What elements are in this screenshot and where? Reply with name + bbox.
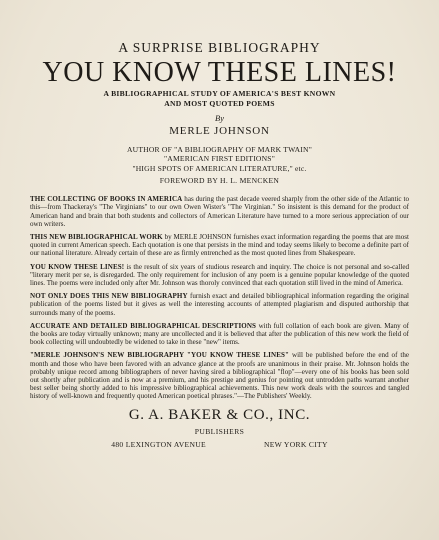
paragraph	[30, 292, 409, 317]
paragraph	[30, 351, 409, 400]
credit-line-3: "HIGH SPOTS OF AMERICAN LITERATURE," etc.	[132, 163, 307, 173]
kicker-heading: A SURPRISE BIBLIOGRAPHY	[118, 40, 321, 55]
subtitle-line-2: AND MOST QUOTED POEMS	[164, 99, 275, 108]
publishers-label: PUBLISHERS	[194, 426, 245, 436]
body-text	[30, 195, 409, 400]
foreword-credit: FOREWORD BY H. L. MENCKEN	[159, 176, 280, 186]
paragraph	[30, 322, 409, 347]
paragraph-text: will be published before the end of the month and those who have been favored with an advance glance at the proofs are unanimous in their praise. Mr. Johnson holds the probably unique record among bibliographers of never having sired a bibliographical "flop"—every one of his books has been sold out shortly after publication and is now at a premium, and his prestige and genius for pointing out untrodden paths warrant another best seller being shortly added to his impressive bibliographical achievements. This new work deals with the sources and tangled history of well-known and frequently quoted American poetical phrases."—The Publishers' Weekly.	[30, 351, 409, 401]
author-name: MERLE JOHNSON	[169, 125, 270, 137]
paragraph-text: with full collation of each book are given. Many of the books are today virtually unknown; many are uncollected and it is believed that after the publication of this new work the field of book collecting will undoubtedly be widened to take in these "new" items.	[30, 321, 410, 347]
paragraph	[30, 263, 409, 288]
paragraph-lead: NOT ONLY DOES THIS NEW BIBLIOGRAPHY	[30, 292, 188, 301]
paragraph-text: furnish exact and detailed bibliographical information regarding the original publication of the poems listed but it gives as well the interesting accounts of attempted plagiarism and disputed authorship that surrounds many of the poems.	[30, 292, 409, 317]
subtitle-line-1: A BIBLIOGRAPHICAL STUDY OF AMERICA'S BEST KNOWN	[103, 89, 336, 98]
city: NEW YORK CITY	[263, 439, 328, 449]
by-label: By	[215, 113, 224, 123]
author-credits	[30, 145, 409, 173]
footer	[30, 407, 409, 449]
paragraph	[30, 195, 409, 228]
credit-line-1: AUTHOR OF "A BIBLIOGRAPHY OF MARK TWAIN"	[126, 145, 313, 154]
paragraph-text: has during the past decade veered sharply from the other side of the Atlantic to this—from Thackeray's "The Virginians" to our own Owen Wister's "The Virginian." So insistent is this demand for the product of American hand and brain that both students and collectors of American Literature have turned to a more serious appreciation of our own writers.	[30, 195, 409, 228]
credit-line-2: "AMERICAN FIRST EDITIONS"	[163, 154, 276, 164]
paragraph-lead: YOU KNOW THESE LINES!	[30, 262, 125, 271]
paragraph-text: is the result of six years of studious research and inquiry. The choice is not personal and so-called "literary merit per se, is disregarded. The only requirement for inclusion of any poem is a genuine popular knowledge of the quoted lines. The poems were included only after Mr. Johnson was thoroly convinced that each quotation still lived in the mind of America.	[30, 262, 409, 288]
header	[30, 40, 409, 185]
street-address: 480 LEXINGTON AVENUE	[111, 439, 206, 449]
paragraph-lead: "MERLE JOHNSON'S NEW BIBLIOGRAPHY "YOU KNOW THESE LINES"	[30, 351, 290, 360]
paragraph	[30, 233, 409, 258]
page-title: YOU KNOW THESE LINES!	[42, 57, 397, 88]
paragraph-lead: THE COLLECTING OF BOOKS IN AMERICA	[30, 195, 183, 204]
paragraph-lead: ACCURATE AND DETAILED BIBLIOGRAPHICAL DESCRIPTIONS	[30, 321, 257, 330]
publisher-address	[30, 440, 409, 449]
paragraph-lead: THIS NEW BIBLIOGRAPHICAL WORK	[30, 233, 163, 242]
publisher-name: G. A. BAKER & CO., INC.	[128, 406, 311, 423]
paragraph-text: by MERLE JOHNSON furnishes exact information regarding the poems that are most quoted in current American speech. Each quotation is one that persists in the mind and today seems likely to become a definite part of our national literature. Already certain of these are as firmly entrenched as the most quoted lines from Shakespeare.	[30, 233, 410, 258]
